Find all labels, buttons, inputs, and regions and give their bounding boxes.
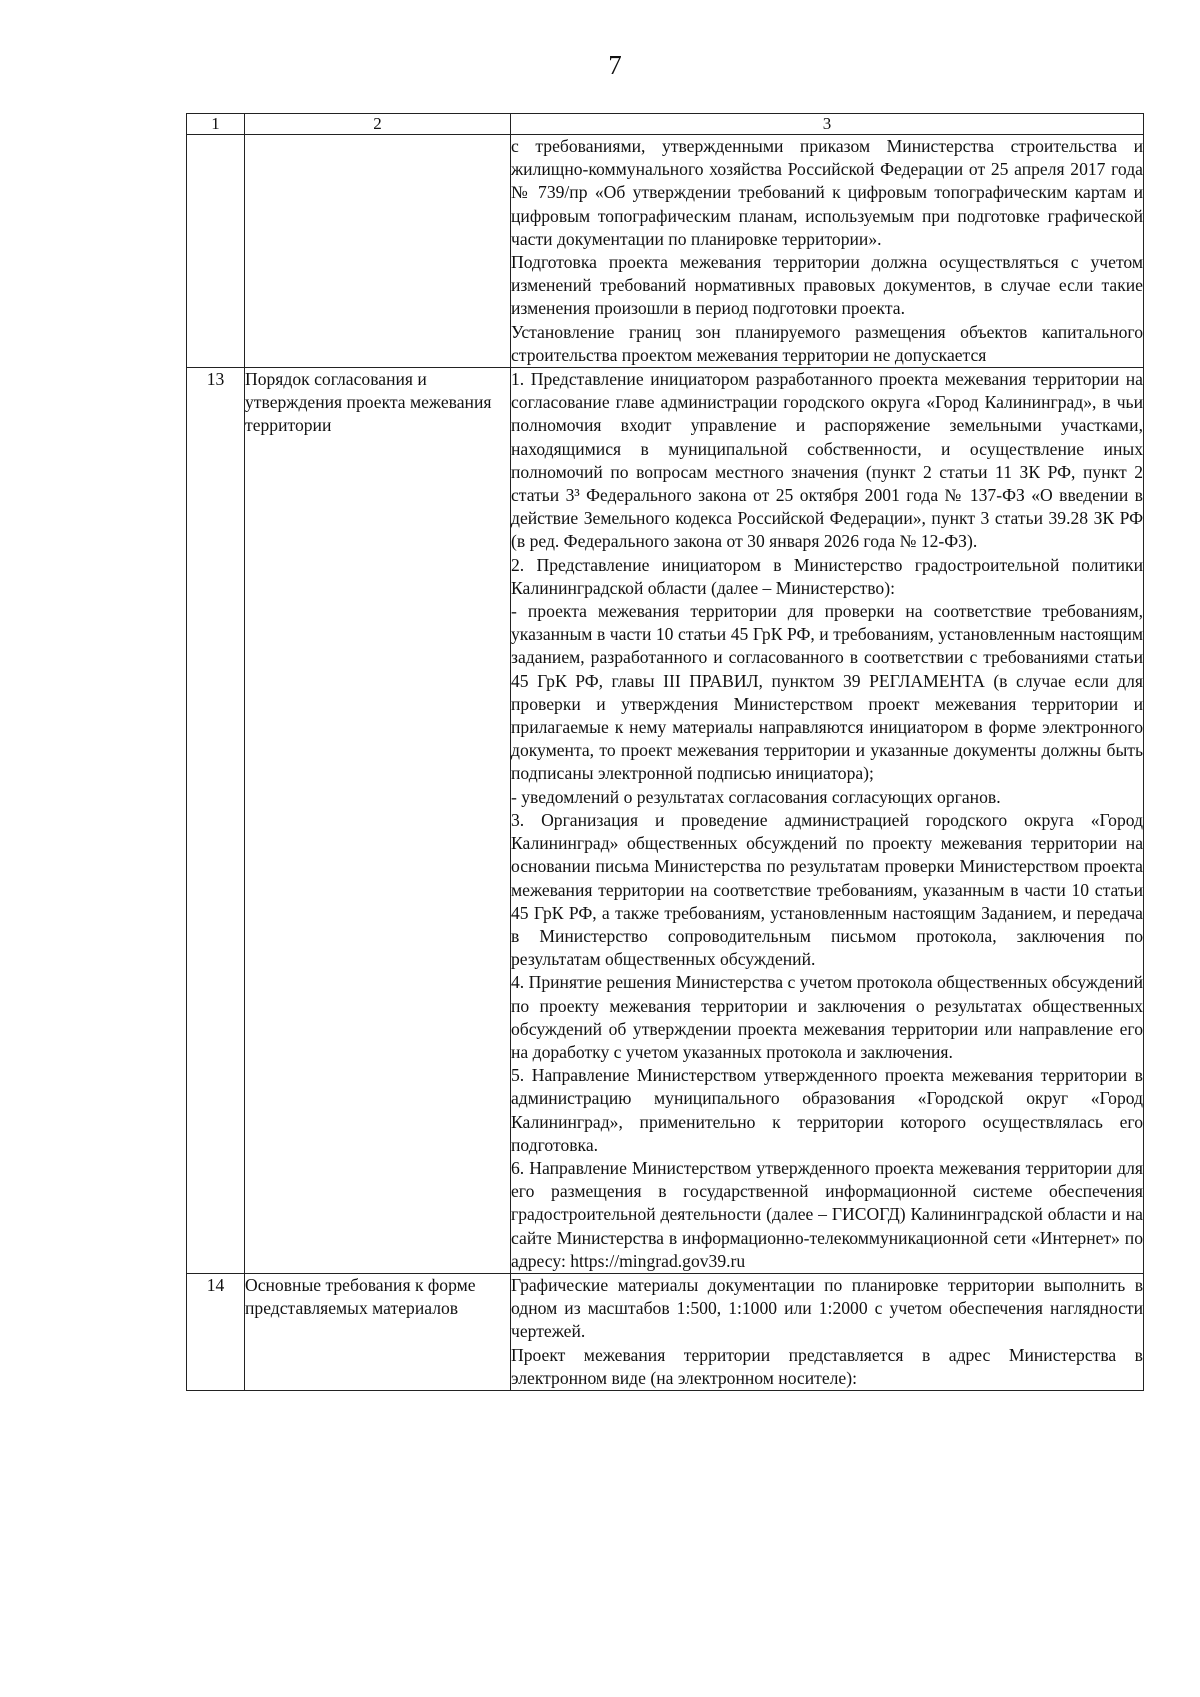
paragraph: Проект межевания территории представляется в адрес Министерства в электронном виде (на электронном носителе):	[511, 1344, 1143, 1388]
paragraph: Подготовка проекта межевания территории должна осуществляться с учетом изменений требований нормативных правовых документов, в случае если такие изменения произошли в период подготовки проекта.	[511, 252, 1143, 319]
paragraph: - проекта межевания территории для проверки на соответствие требованиям, указанным в части 10 статьи 45 ГрК РФ, и требованиям, установленным настоящим заданием, разработанного и согласованного в соответствии с требованиями статьи 45 ГрК РФ, главы III ПРАВИЛ, пунктом 39 РЕГЛАМЕНТА (в случае если для проверки и утверждения Министерством проект межевания территории и прилагаемые к нему материалы направляются инициатором в форме электронного документа, то проект межевания территории и указанные документы должны быть подписаны электронной подписью инициатора);	[511, 601, 1143, 784]
paragraph: Графические материалы документации по планировке территории выполнить в одном из масштабов 1:500, 1:1000 или 1:2000 с учетом обеспечения наглядности чертежей.	[511, 1274, 1143, 1342]
header-col-3: 3	[511, 114, 1144, 135]
paragraph: 4. Принятие решения Министерства с учетом протокола общественных обсуждений по проекту межевания территории и заключения о результатах общественных обсуждений об утверждении проекта межевания территории или направление его на доработку с учетом указанных протокола и заключения.	[511, 972, 1143, 1062]
row-title: Основные требования к форме представляемых материалов	[245, 1273, 511, 1390]
header-col-2: 2	[245, 114, 511, 135]
paragraph: 5. Направление Министерством утвержденного проекта межевания территории в администрацию муниципального образования «Городской округ «Город Калининград», применительно к территории которого осуществлялась его подготовка.	[511, 1065, 1143, 1155]
header-col-1: 1	[187, 114, 245, 135]
row-content	[511, 135, 1144, 368]
paragraph: 2. Представление инициатором в Министерство градостроительной политики Калининградской области (далее – Министерство):	[511, 554, 1143, 598]
row-title	[245, 135, 511, 368]
paragraph: с требованиями, утвержденными приказом Министерства строительства и жилищно-коммунального хозяйства Российской Федерации от 25 апреля 2017 года № 739/пр «Об утверждении требований к цифровым топографическим картам и цифровым топографическим планам, используемым при подготовке графической части документации по планировке территории».	[511, 136, 1143, 249]
row-number: 13	[187, 368, 245, 1274]
table-header-row	[187, 114, 1144, 135]
row-title: Порядок согласования и утверждения проекта межевания территории	[245, 368, 511, 1274]
table-row	[187, 1273, 1144, 1390]
requirements-table	[186, 113, 1144, 1391]
paragraph: 3. Организация и проведение администрацией городского округа «Город Калининград» общественных обсуждений по проекту межевания территории на основании письма Министерства по результатам проверки Министерством проекта межевания территории на соответствие требованиям, указанным в части 10 статьи 45 ГрК РФ, а также требованиям, установленным настоящим Заданием, и передача в Министерство сопроводительным письмом протокола, заключения по результатам общественных обсуждений.	[511, 809, 1143, 970]
page-number: 7	[608, 50, 622, 80]
row-number	[187, 135, 245, 368]
paragraph: - уведомлений о результатах согласования согласующих органов.	[511, 786, 1001, 807]
table-row	[187, 368, 1144, 1274]
paragraph: Установление границ зон планируемого размещения объектов капитального строительства проектом межевания территории не допускается	[511, 321, 1143, 365]
row-number: 14	[187, 1273, 245, 1390]
row-content	[511, 368, 1144, 1274]
paragraph: 6. Направление Министерством утвержденного проекта межевания территории для его размещения в государственной информационной системе обеспечения градостроительной деятельности (далее – ГИСОГД) Калининградской области и на сайте Министерства в информационно-телекоммуникационной сети «Интернет» по адресу: https://mingrad.gov39.ru	[511, 1157, 1143, 1271]
paragraph: 1. Представление инициатором разработанного проекта межевания территории на согласование главе администрации городского округа «Город Калининград», в чьи полномочия входит управление и распоряжение земельными участками, находящимися в муниципальной собственности, и осуществление иных полномочий по вопросам местного значения (пункт 2 статьи 11 ЗК РФ, пункт 2 статьи 3³ Федерального закона от 25 октября 2001 года № 137-ФЗ «О введении в действие Земельного кодекса Российской Федерации», пункт 3 статьи 39.28 ЗК РФ (в ред. Федерального закона от 30 января 2026 года № 12-ФЗ).	[511, 369, 1143, 552]
table-row	[187, 135, 1144, 368]
row-content	[511, 1273, 1144, 1390]
